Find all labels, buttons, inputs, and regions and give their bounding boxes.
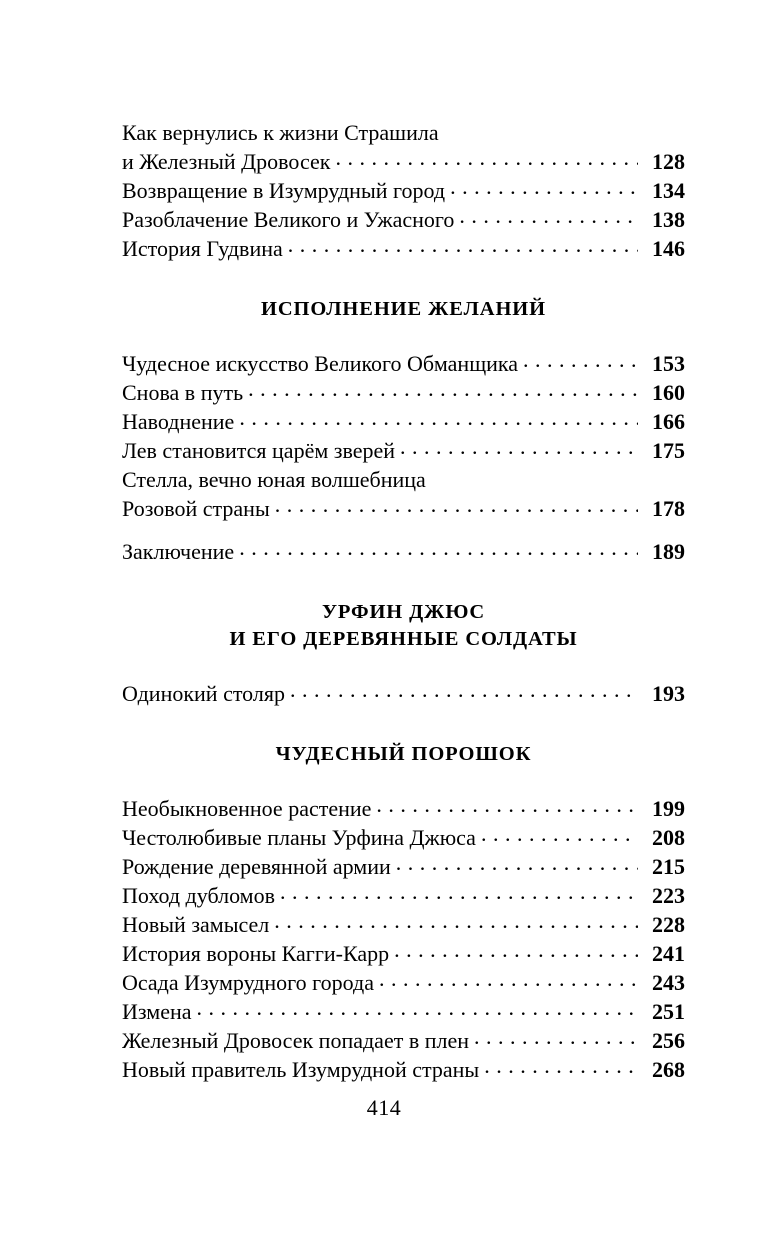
toc-entry[interactable] xyxy=(122,176,685,205)
heading-bottom-spacer xyxy=(122,653,685,679)
section-heading-line: ЧУДЕСНЫЙ ПОРОШОК xyxy=(275,743,532,765)
toc-entry-title: Рождение деревянной армии xyxy=(122,854,391,879)
toc-continued-group xyxy=(122,118,685,263)
toc-entry-title: Новый правитель Изумрудной страны xyxy=(122,1057,480,1082)
dot-leader xyxy=(274,910,638,932)
toc-entry-page-number: 153 xyxy=(652,351,685,376)
toc-entry-title: Поход дубломов xyxy=(122,883,275,908)
toc-entry[interactable] xyxy=(122,1026,685,1055)
toc-entry[interactable] xyxy=(122,494,685,523)
table-of-contents xyxy=(122,118,685,1084)
section-spacer xyxy=(122,708,685,741)
heading-bottom-spacer xyxy=(122,768,685,794)
toc-entry-title: Измена xyxy=(122,999,192,1024)
toc-entry[interactable] xyxy=(122,349,685,378)
toc-entry[interactable] xyxy=(122,852,685,881)
toc-entry-title: Как вернулись к жизни Страшила xyxy=(122,120,439,145)
toc-entry-page-number: 189 xyxy=(652,539,685,564)
dot-leader xyxy=(394,939,638,961)
toc-entry-title: Разоблачение Великого и Ужасного xyxy=(122,207,455,232)
toc-entry-continuation[interactable] xyxy=(122,465,685,494)
section-spacer xyxy=(122,566,685,599)
toc-entry-title: История Гудвина xyxy=(122,236,283,261)
dot-leader xyxy=(481,823,638,845)
toc-entry[interactable] xyxy=(122,205,685,234)
toc-entry-page-number: 208 xyxy=(652,825,685,850)
toc-entry-page-number: 138 xyxy=(652,207,685,232)
toc-entry-page-number: 146 xyxy=(652,236,685,261)
toc-entry-page-number: 228 xyxy=(652,912,685,937)
toc-entry-page-number: 243 xyxy=(652,970,685,995)
dot-leader xyxy=(248,378,638,400)
dot-leader xyxy=(484,1055,638,1077)
dot-leader xyxy=(376,794,638,816)
dot-leader xyxy=(459,205,638,227)
dot-leader xyxy=(379,968,638,990)
toc-entry-page-number: 241 xyxy=(652,941,685,966)
dot-leader xyxy=(197,997,639,1019)
toc-entry[interactable] xyxy=(122,537,685,566)
section-heading-line: УРФИН ДЖЮС xyxy=(321,601,486,623)
dot-leader xyxy=(400,436,638,458)
toc-entry[interactable] xyxy=(122,679,685,708)
toc-entry-title: Железный Дровосек попадает в плен xyxy=(122,1028,469,1053)
dot-leader xyxy=(523,349,638,371)
toc-entry-title: Новый замысел xyxy=(122,912,270,937)
toc-entry-continuation[interactable] xyxy=(122,118,685,147)
toc-entry-title: Стелла, вечно юная волшебница xyxy=(122,467,426,492)
toc-entry-page-number: 166 xyxy=(652,409,685,434)
entry-spacer xyxy=(122,523,685,537)
toc-entry[interactable] xyxy=(122,378,685,407)
section-entries xyxy=(122,349,685,566)
section-heading-line: И ЕГО ДЕРЕВЯННЫЕ СОЛДАТЫ xyxy=(229,628,578,650)
dot-leader xyxy=(275,494,638,516)
toc-entry[interactable] xyxy=(122,968,685,997)
section-heading xyxy=(122,296,685,323)
toc-entry[interactable] xyxy=(122,823,685,852)
section-heading xyxy=(122,599,685,653)
dot-leader xyxy=(239,407,638,429)
toc-entry-page-number: 215 xyxy=(652,854,685,879)
toc-entry-title: Чудесное искусство Великого Обманщика xyxy=(122,351,519,376)
toc-entry-page-number: 199 xyxy=(652,796,685,821)
toc-entry-title: История вороны Кагги-Карр xyxy=(122,941,390,966)
toc-entry[interactable] xyxy=(122,910,685,939)
toc-entry-title: Честолюбивые планы Урфина Джюса xyxy=(122,825,476,850)
toc-entry-page-number: 256 xyxy=(652,1028,685,1053)
toc-entry[interactable] xyxy=(122,794,685,823)
page-folio-number: 414 xyxy=(366,1095,402,1120)
toc-entry-title: Снова в путь xyxy=(122,380,244,405)
toc-entry-page-number: 134 xyxy=(652,178,685,203)
toc-entry-title: Одинокий столяр xyxy=(122,681,285,706)
toc-entry-page-number: 160 xyxy=(652,380,685,405)
dot-leader xyxy=(239,537,638,559)
toc-entry-page-number: 268 xyxy=(652,1057,685,1082)
dot-leader xyxy=(335,147,638,169)
section-spacer xyxy=(122,263,685,296)
section-heading xyxy=(122,741,685,768)
toc-entry[interactable] xyxy=(122,147,685,176)
toc-entry-page-number: 193 xyxy=(652,681,685,706)
toc-entry-page-number: 178 xyxy=(652,496,685,521)
dot-leader xyxy=(290,679,638,701)
dot-leader xyxy=(396,852,638,874)
toc-entry-page-number: 175 xyxy=(652,438,685,463)
toc-entry-title: и Железный Дровосек xyxy=(122,149,331,174)
toc-entry-page-number: 223 xyxy=(652,883,685,908)
toc-entry-title: Наводнение xyxy=(122,409,235,434)
toc-entry-title: Лев становится царём зверей xyxy=(122,438,396,463)
toc-entry[interactable] xyxy=(122,997,685,1026)
toc-entry[interactable] xyxy=(122,407,685,436)
toc-entry[interactable] xyxy=(122,234,685,263)
dot-leader xyxy=(280,881,638,903)
toc-entry-title: Возвращение в Изумрудный город xyxy=(122,178,446,203)
section-entries xyxy=(122,679,685,708)
toc-entry-title: Необыкновенное растение xyxy=(122,796,372,821)
toc-entry[interactable] xyxy=(122,939,685,968)
toc-entry-page-number: 128 xyxy=(652,149,685,174)
toc-entry[interactable] xyxy=(122,436,685,465)
toc-entry[interactable] xyxy=(122,1055,685,1084)
dot-leader xyxy=(450,176,638,198)
dot-leader xyxy=(288,234,638,256)
toc-entry-title: Осада Изумрудного города xyxy=(122,970,374,995)
toc-entry[interactable] xyxy=(122,881,685,910)
toc-entry-page-number: 251 xyxy=(652,999,685,1024)
dot-leader xyxy=(474,1026,638,1048)
toc-entry-title: Заключение xyxy=(122,539,235,564)
toc-entry-title: Розовой страны xyxy=(122,496,270,521)
section-heading-line: ИСПОЛНЕНИЕ ЖЕЛАНИЙ xyxy=(261,298,546,320)
section-entries xyxy=(122,794,685,1084)
heading-bottom-spacer xyxy=(122,323,685,349)
